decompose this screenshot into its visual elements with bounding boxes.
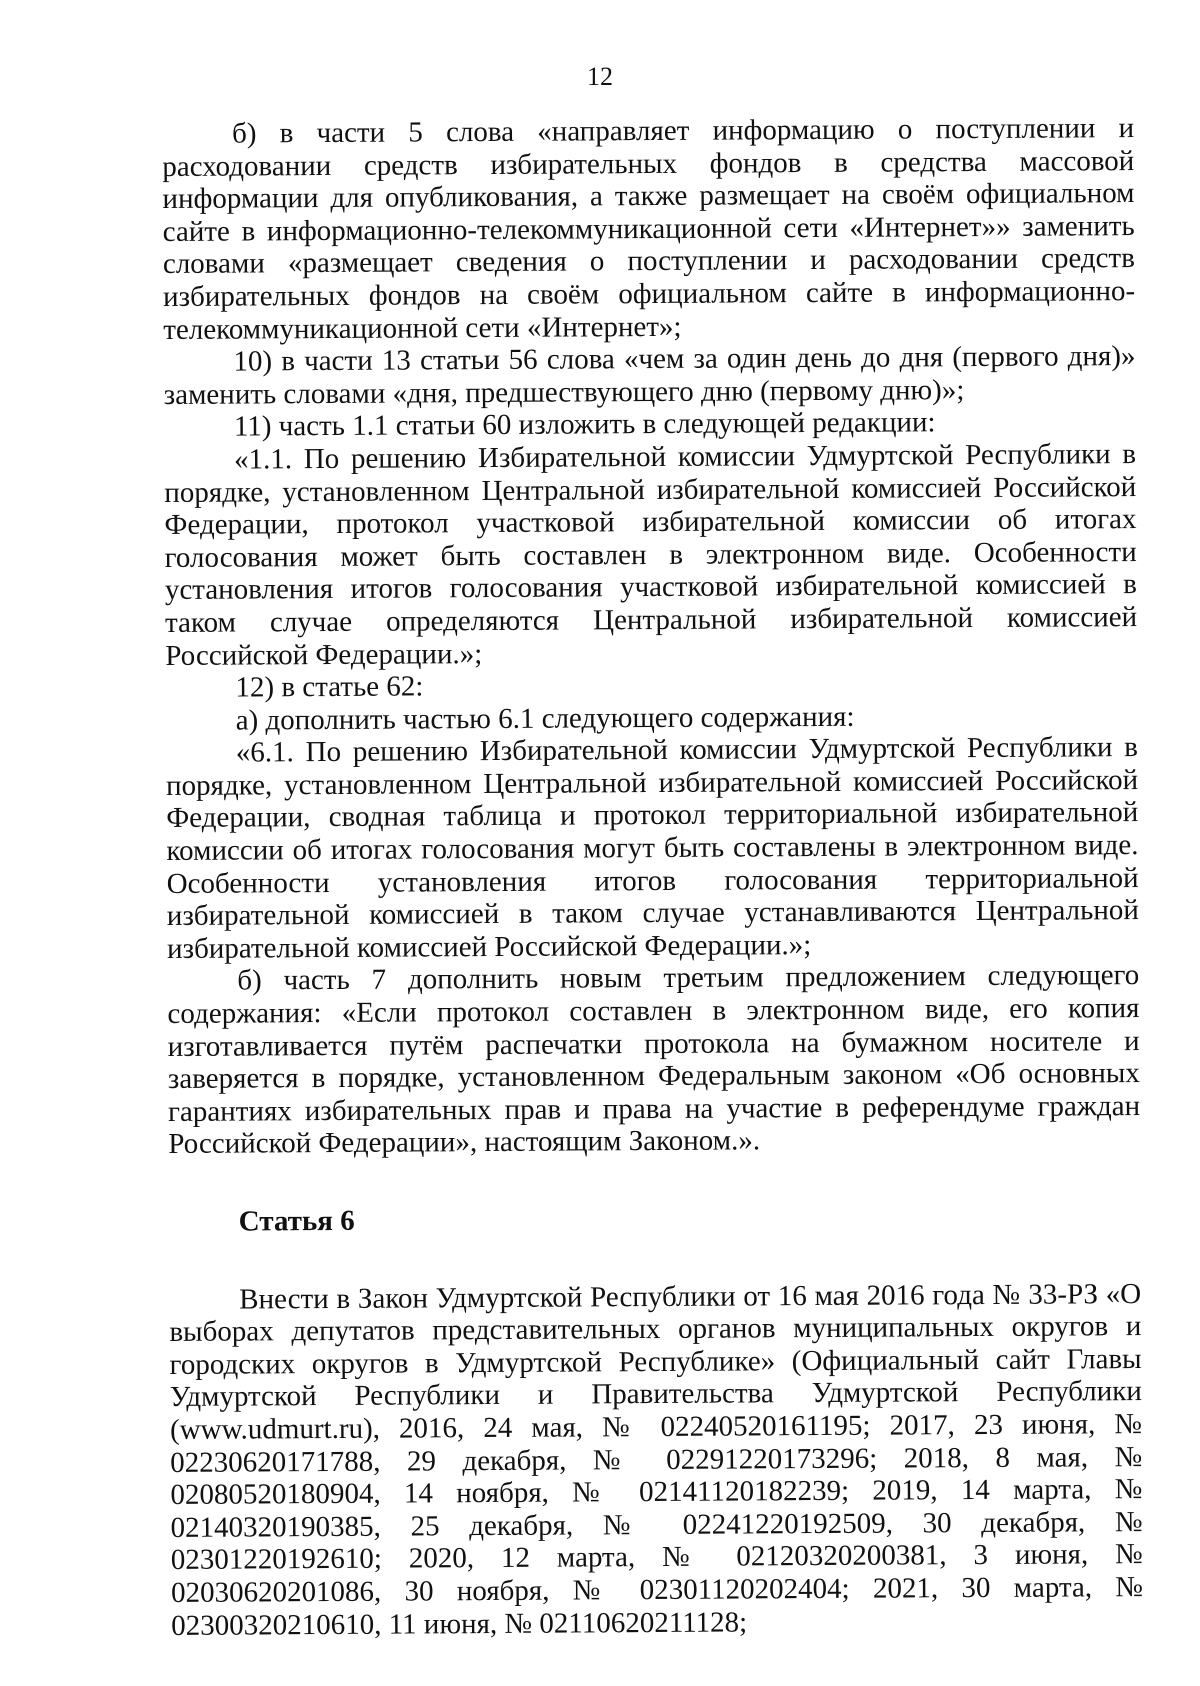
paragraph-quote-1-1: «1.1. По решению Избирательной комиссии Удмуртской Республики в порядке, установленном Центральной избирательной комиссией Российской Федерации, протокол участковой избирательной комиссии об итогах голосования может быть составлен в электронном виде. Особенности установления итогов голосования участковой избирательной комиссией в таком случае определяются Центральной избирательной комиссией Российской Федерации.»; — [164, 437, 1138, 672]
paragraph-item-10: 10) в части 13 статьи 56 слова «чем за один день до дня (первого дня)» заменить словами «дня, предшествующего дню (первому дню)»; — [163, 340, 1136, 411]
paragraph-item-12-b: б) часть 7 дополнить новым третьим предложением следующего содержания: «Если протокол составлен в электронном виде, его копия изготавливается путём распечатки протокола на бумажном носителе и заверяется в порядке, установленном Федеральным законом «Об основных гарантиях избирательных прав и права на участие в референдуме граждан Российской Федерации», настоящим Законом.». — [167, 959, 1141, 1161]
page-number: 12 — [587, 62, 613, 91]
article-heading: Статья 6 — [238, 1204, 355, 1238]
paragraph-item-11: 11) часть 1.1 статьи 60 изложить в следующей редакции: — [233, 406, 936, 443]
document-body — [162, 112, 1143, 1642]
paragraph-item-12: 12) в статье 62: — [235, 670, 424, 704]
paragraph-article-6-intro: Внести в Закон Удмуртской Республики от 16 мая 2016 года № 33-РЗ «О выборах депутатов представительных органов муниципальных округов и городских округов в Удмуртской Республике» (Официальный сайт Главы Удмуртской Республики и Правительства Удмуртской Республики (www.udmurt.ru), 2016, 24 мая, № 02240520161195; 2017, 23 июня, № 02230620171788, 29 декабря, № 02291220173296; 2018, 8 мая, № 02080520180904, 14 ноября, № 02141120182239; 2019, 14 марта, № 02140320190385, 25 декабря, № 02241220192509, 30 декабря, № 02301220192610; 2020, 12 марта, № 02120320200381, 3 июня, № 02030620201086, 30 ноября, № 02301120202404; 2021, 30 марта, № 02300320210610, 11 июня, № 02110620211128; — [169, 1277, 1144, 1642]
paragraph-quote-6-1: «6.1. По решению Избирательной комиссии Удмуртской Республики в порядке, установленном Центральной избирательной комиссией Российской Федерации, сводная таблица и протокол территориальной избирательной комиссии об итогах голосования могут быть составлены в электронном виде. Особенности установления итогов голосования территориальной избирательной комиссией в таком случае устанавливаются Центральной избирательной комиссией Российской Федерации.»; — [165, 731, 1139, 965]
paragraph-item-12-a: а) дополнить частью 6.1 следующего содержания: — [235, 700, 855, 737]
paragraph-clause-b-part-5: б) в части 5 слова «направляет информацию о поступлении и расходовании средств избирательных фондов в средства массовой информации для опубликования, а также размещает на своём официальном сайте в информационно-телекоммуникационной сети «Интернет»» заменить словами «размещает сведения о поступлении и расходовании средств избирательных фондов на своём официальном сайте в информационно-телекоммуникационной сети «Интернет»; — [162, 112, 1136, 346]
